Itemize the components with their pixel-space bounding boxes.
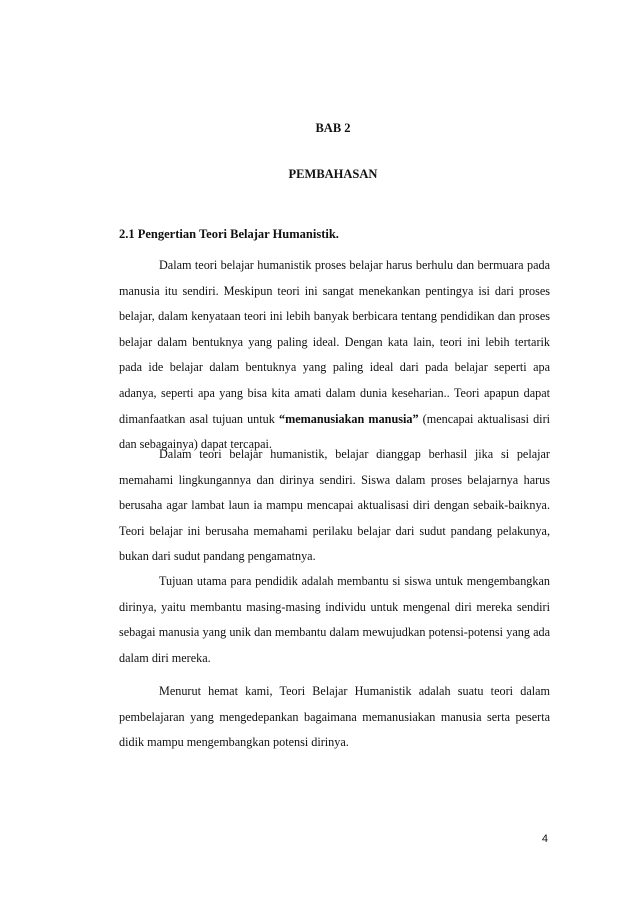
section-heading: 2.1 Pengertian Teori Belajar Humanistik. bbox=[119, 227, 339, 241]
paragraph-1-emphasis: “memanusiakan manusia” bbox=[278, 411, 419, 426]
paragraph-2-text: Dalam teori belajar humanistik, belajar dianggap berhasil jika si pelajar memahami lingkungannya dan dirinya sendiri. Siswa dalam proses belajarnya harus berusaha agar lambat laun ia mampu mencapai aktualisasi diri dengan sebaik-baiknya. Teori belajar ini berusaha memahami perilaku belajar dari sudut pandang pelakunya, bukan dari sudut pandang pengamatnya. bbox=[119, 447, 550, 564]
paragraph-4-text: Menurut hemat kami, Teori Belajar Humanistik adalah suatu teori dalam pembelajaran yang mengedepankan bagaimana memanusiakan manusia serta peserta didik mampu mengembangkan potensi dirinya. bbox=[119, 684, 550, 750]
paragraph-1-text-end: (mencapai aktualisasi diri dan sebagainya) dapat tercapai. bbox=[119, 411, 551, 452]
paragraph-3-text: Tujuan utama para pendidik adalah membantu si siswa untuk mengembangkan dirinya, yaitu membantu masing-masing individu untuk mengenal diri mereka sendiri sebagai manusia yang unik dan membantu dalam mewujudkan potensi-potensi yang ada dalam diri mereka. bbox=[119, 574, 550, 665]
paragraph-2 bbox=[119, 442, 550, 570]
page-number: 4 bbox=[541, 833, 548, 845]
chapter-title: PEMBAHASAN bbox=[288, 167, 378, 181]
chapter-number: BAB 2 bbox=[315, 121, 351, 135]
paragraph-1 bbox=[119, 253, 550, 458]
paragraph-4 bbox=[119, 679, 550, 756]
paragraph-3 bbox=[119, 569, 550, 671]
paragraph-1-text: Dalam teori belajar humanistik proses belajar harus berhulu dan bermuara pada manusia itu sendiri. Meskipun teori ini sangat menekankan pentingya isi dari proses belajar, dalam kenyataan teori ini lebih banyak berbicara tentang pendidikan dan proses belajar dalam bentuknya yang paling ideal. Dengan kata lain, teori ini lebih tertarik pada ide belajar dalam bentuknya yang paling ideal dari pada belajar seperti apa adanya, seperti apa yang bisa kita amati dalam dunia keseharian.. Teori apapun dapat dimanfaatkan asal tujuan untuk bbox=[119, 258, 550, 426]
